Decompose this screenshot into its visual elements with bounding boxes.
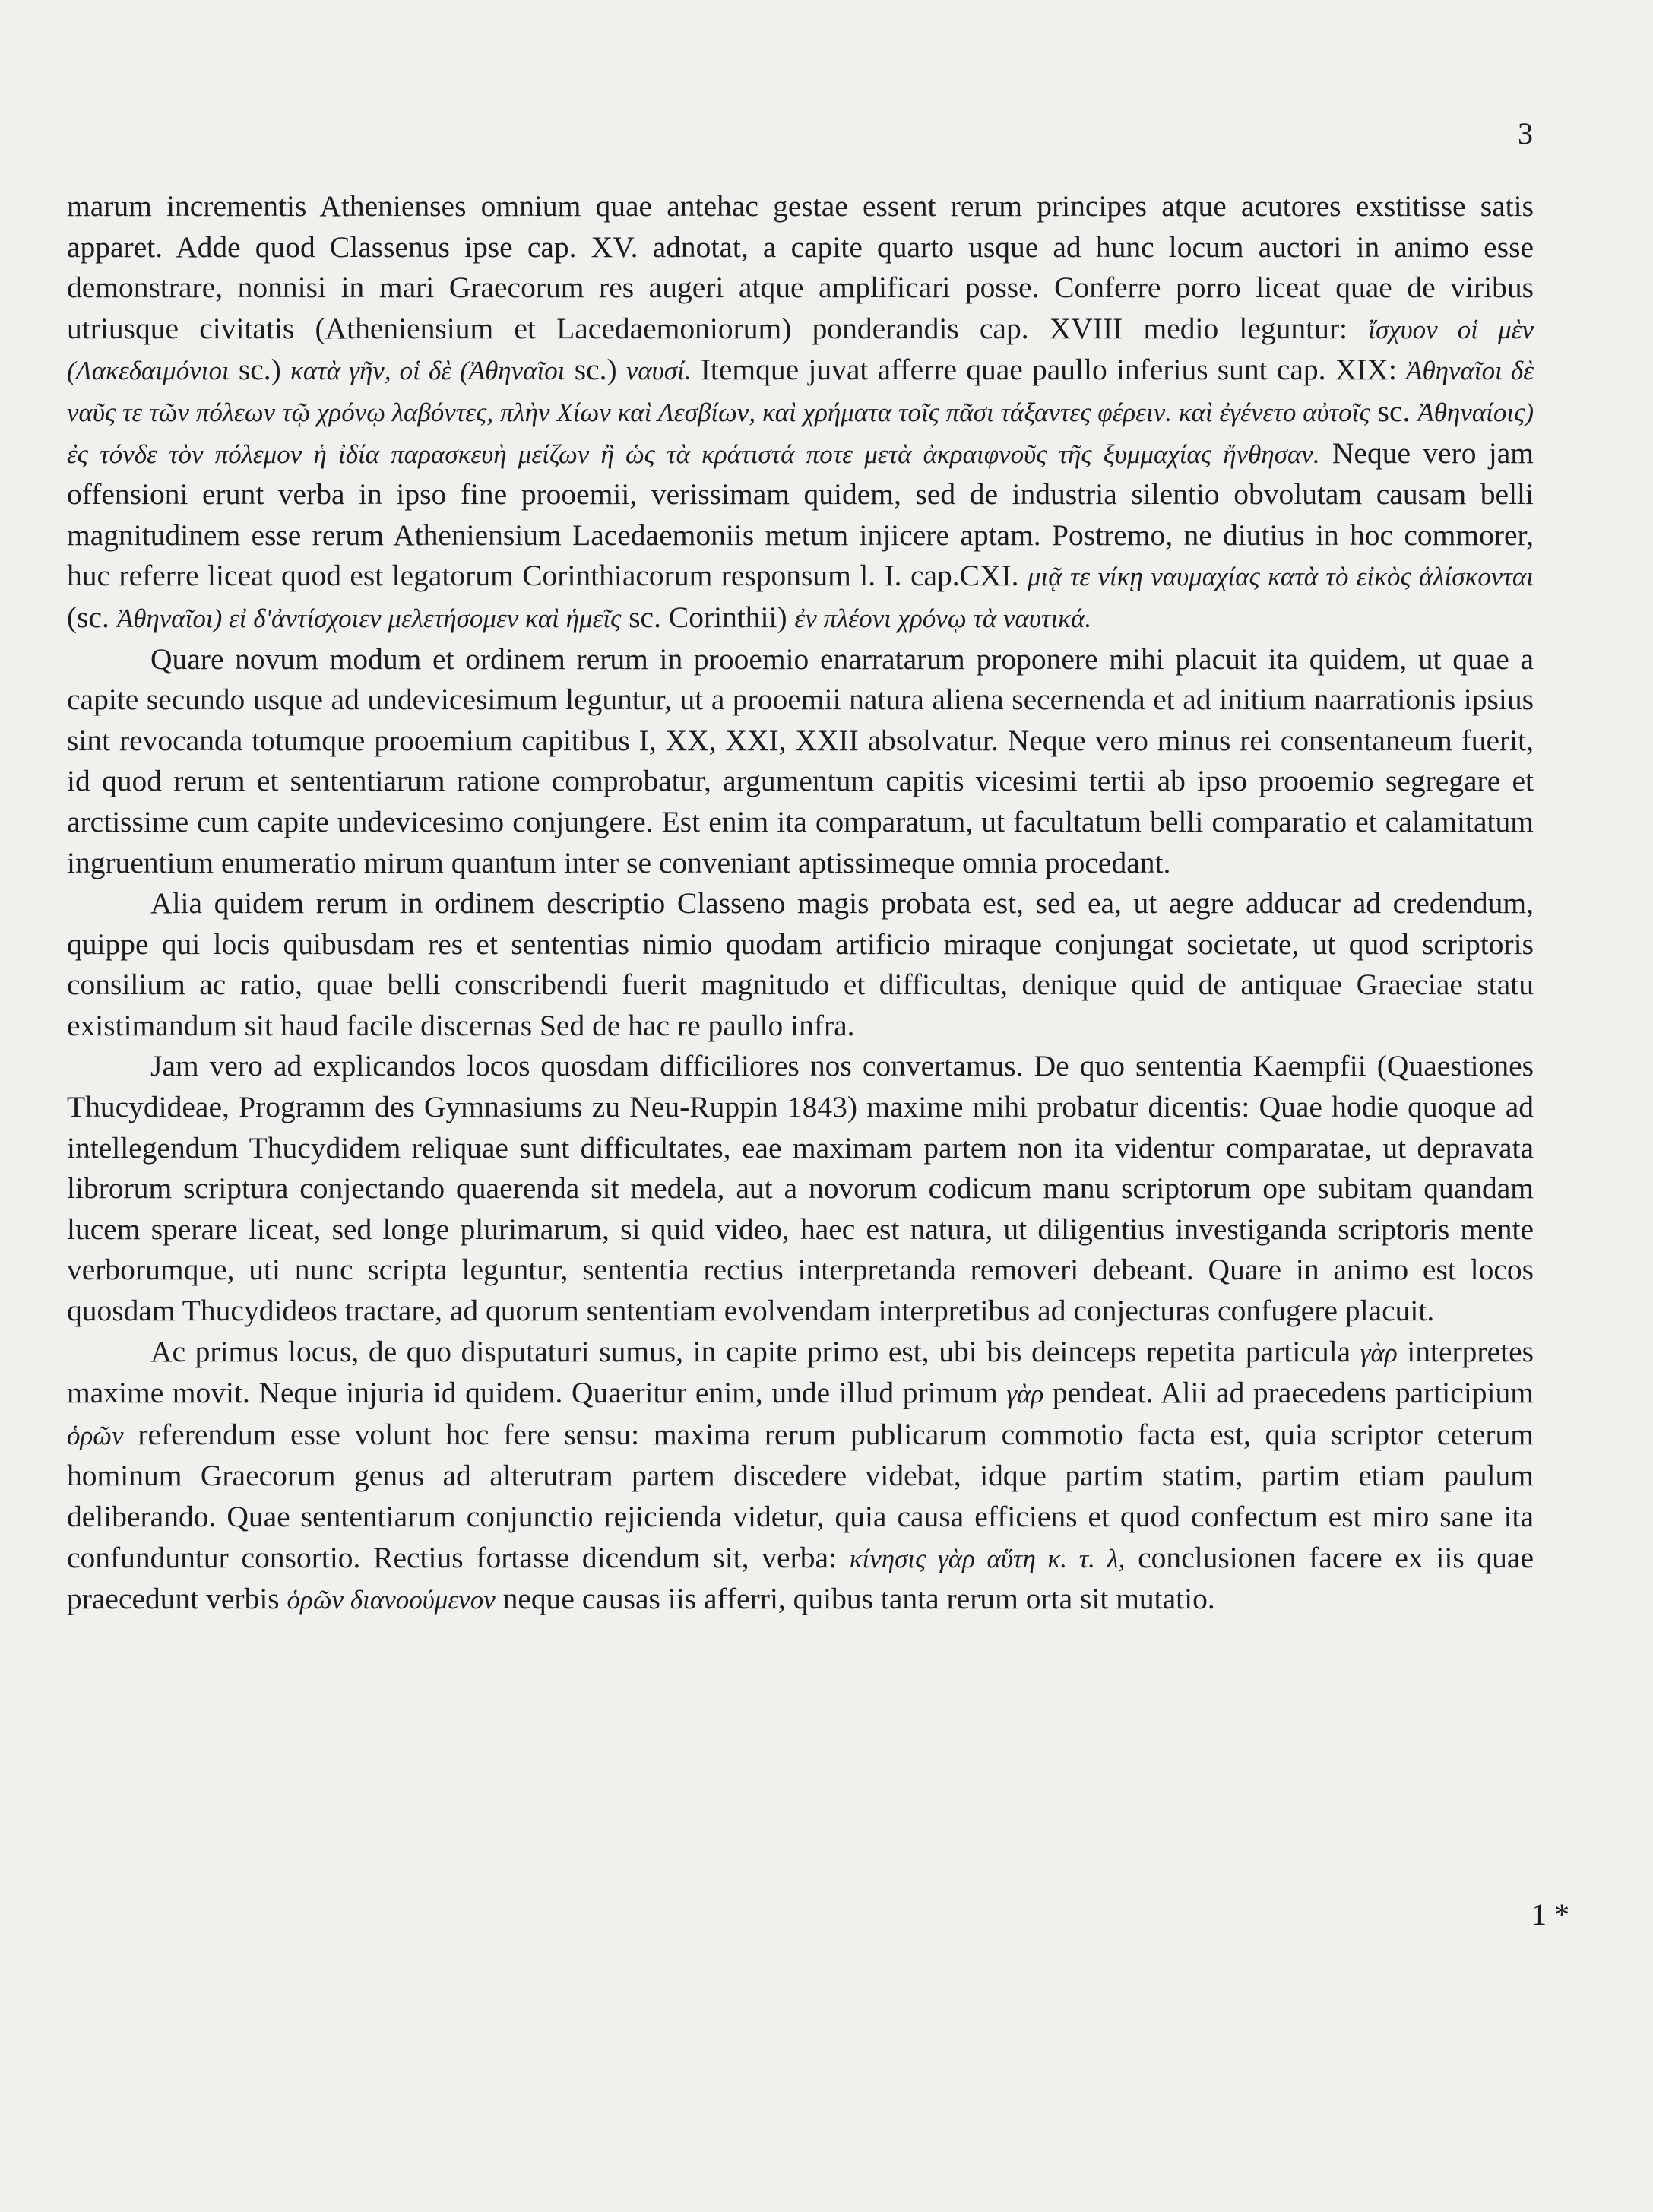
text-run: Ac primus locus, de quo disputaturi sumus, in capite primo est, ubi bis deinceps repetita particula: [150, 1334, 1360, 1368]
text-run: sc.): [565, 353, 626, 387]
text-run: sc. Corinthii): [621, 600, 795, 634]
greek-text: ἴσχυον οἱ μὲν (Λακεδαιμόνιοι: [67, 314, 1534, 386]
text-run: conclusionen facere ex iis quae praecedunt verbis: [67, 1540, 1534, 1616]
greek-text: γὰρ: [1006, 1379, 1044, 1409]
text-run: Itemque juvat afferre quae paullo inferius sunt cap. XIX:: [691, 353, 1407, 387]
text-run: neque causas iis afferri, quibus tanta rerum orta sit mutatio.: [495, 1582, 1215, 1616]
greek-text: ὁρῶν διανοούμενον: [287, 1585, 496, 1615]
text-run: marum incrementis Athenienses omnium quae antehac gestae essent rerum principes atque acutores exstitisse satis apparet. Adde quod Classenus ipse cap. XV. adnotat, a capite quarto usque ad hunc locum auctori in animo esse demonstrare, nonnisi in mari Graecorum res augeri atque amplificari posse. Conferre porro liceat quae de viribus utriusque civitatis (Atheniensium et Lacedaemoniorum) ponderandis cap. XVIII medio leguntur:: [67, 189, 1534, 345]
paragraph-1: [67, 186, 1534, 639]
text-run: (sc.: [67, 600, 117, 634]
greek-text: ἐν πλέονι χρόνῳ τὰ ναυτικά.: [794, 603, 1092, 633]
text-run: sc.): [229, 353, 291, 387]
page-number: 3: [1518, 116, 1533, 151]
text-run: referendum esse volunt hoc fere sensu: maxima rerum publicarum commotio facta est, quia scriptor ceterum hominum Graecorum genus ad alterutram partem discedere videbat, idque partim statim, partim etiam paulum deliberando. Quae sententiarum conjunctio rejicienda videtur, quia causa efficiens et quod confectum est miro sane ita confunduntur consortio. Rectius fortasse dicendum sit, verba:: [67, 1417, 1534, 1574]
signature-mark: 1 *: [1531, 1897, 1569, 1932]
greek-text: γὰρ: [1360, 1337, 1398, 1367]
paragraph-2: [67, 639, 1534, 884]
text-run: Alia quidem rerum in ordinem descriptio Classeno magis probata est, sed ea, ut aegre adducar ad credendum, quippe qui locis quibusdam res et sententias nimio quodam artificio miraque conjungat societate, ut quod scriptoris consilium ac ratio, quae belli conscribendi fuerit magnitudo et difficultas, denique quid de antiquae Graeciae statu existimandum sit haud facile discernas Sed de hac re paullo infra.: [67, 886, 1534, 1042]
greek-text: κίνησις γὰρ αὕτη κ. τ. λ,: [849, 1543, 1126, 1573]
paragraph-5: [67, 1332, 1534, 1621]
text-run: Jam vero ad explicandos locos quosdam difficiliores nos convertamus. De quo sententia Kaempfii (Quaestiones Thucydideae, Programm des Gymnasiums zu Neu-Ruppin 1843) maxime mihi probatur dicentis: Quae hodie quoque ad intellegendum Thucydidem reliquae sunt difficultates, eae maximam partem non ita videntur comparatae, ut depravata librorum scriptura conjectando quaerenda sit medela, aut a novorum codicum manu scriptorum ope subitam quandam lucem sperare liceat, sed longe plurimarum, si quid video, haec est natura, ut diligentius investiganda scriptoris mente verborumque, uti nunc scripta leguntur, sententia rectius interpretanda removeri debeant. Quare in animo est locos quosdam Thucydideos tractare, ad quorum sententiam evolvendam interpretibus ad conjecturas confugere placuit.: [67, 1049, 1534, 1328]
paragraph-3: [67, 883, 1534, 1046]
text-run: pendeat. Alii ad praecedens participium: [1043, 1376, 1534, 1410]
text-run: Neque vero jam offensioni erunt verba in ipso fine prooemii, verissimam quidem, sed de industria silentio obvolutam causam belli magnitudinem esse rerum Atheniensium Lacedaemoniis metum injicere aptam. Postremo, ne diutius in hoc commorer, huc referre liceat quod est legatorum Corinthiacorum responsum l. I. cap.CXI.: [67, 436, 1534, 593]
body-text: [67, 186, 1534, 1621]
greek-text: ναυσί.: [625, 356, 692, 386]
paragraph-4: [67, 1046, 1534, 1331]
text-run: Quare novum modum et ordinem rerum in prooemio enarratarum proponere mihi placuit ita quidem, ut quae a capite secundo usque ad undevicesimum leguntur, ut a prooemii natura aliena secernenda et ad initium naarrationis ipsius sint revocanda totumque prooemium capitibus I, XX, XXI, XXII absolvatur. Neque vero minus rei consentaneum fuerit, id quod rerum et sententiarum ratione comprobatur, argumentum capitis vicesimi tertii ab ipso prooemio segregare et arctissime cum capite undevicesimo conjungere. Est enim ita comparatum, ut facultatum belli comparatio et calamitatum ingruentium enumeratio mirum quantum inter se conveniant aptissimeque omnia procedant.: [67, 642, 1534, 879]
text-run: sc.: [1370, 394, 1418, 428]
greek-text: κατὰ γῆν, οἱ δὲ (Ἀθηναῖοι: [290, 356, 565, 386]
greek-text: ὁρῶν: [67, 1420, 124, 1450]
text-run: interpretes maxime movit. Neque injuria id quidem. Quaeritur enim, unde illud primum: [67, 1334, 1534, 1410]
greek-text: Ἀθηναῖοι) εἰ δ'ἀντίσχοιεν μελετήσομεν καὶ ἡμεῖς: [116, 603, 622, 633]
greek-text: μιᾷ τε νίκῃ ναυμαχίας κατὰ τὸ εἰκὸς ἁλίσκονται: [1027, 562, 1534, 592]
greek-text: Ἀθηναῖοι δὲ ναῦς τε τῶν πόλεων τῷ χρόνῳ λαβόντες, πλὴν Χίων καὶ Λεσβίων, καὶ χρήματα τοῖς πᾶσι τάξαντες φέρειν. καὶ ἐγένετο αὐτοῖς: [67, 356, 1534, 427]
greek-text: Ἀθηναίοις) ἐς τόνδε τὸν πόλεμον ἡ ἰδία παρασκευὴ μείζων ἢ ὡς τὰ κράτιστά ποτε μετὰ ἀκραιφνοῦς τῆς ξυμμαχίας ἤνθησαν.: [67, 397, 1534, 469]
